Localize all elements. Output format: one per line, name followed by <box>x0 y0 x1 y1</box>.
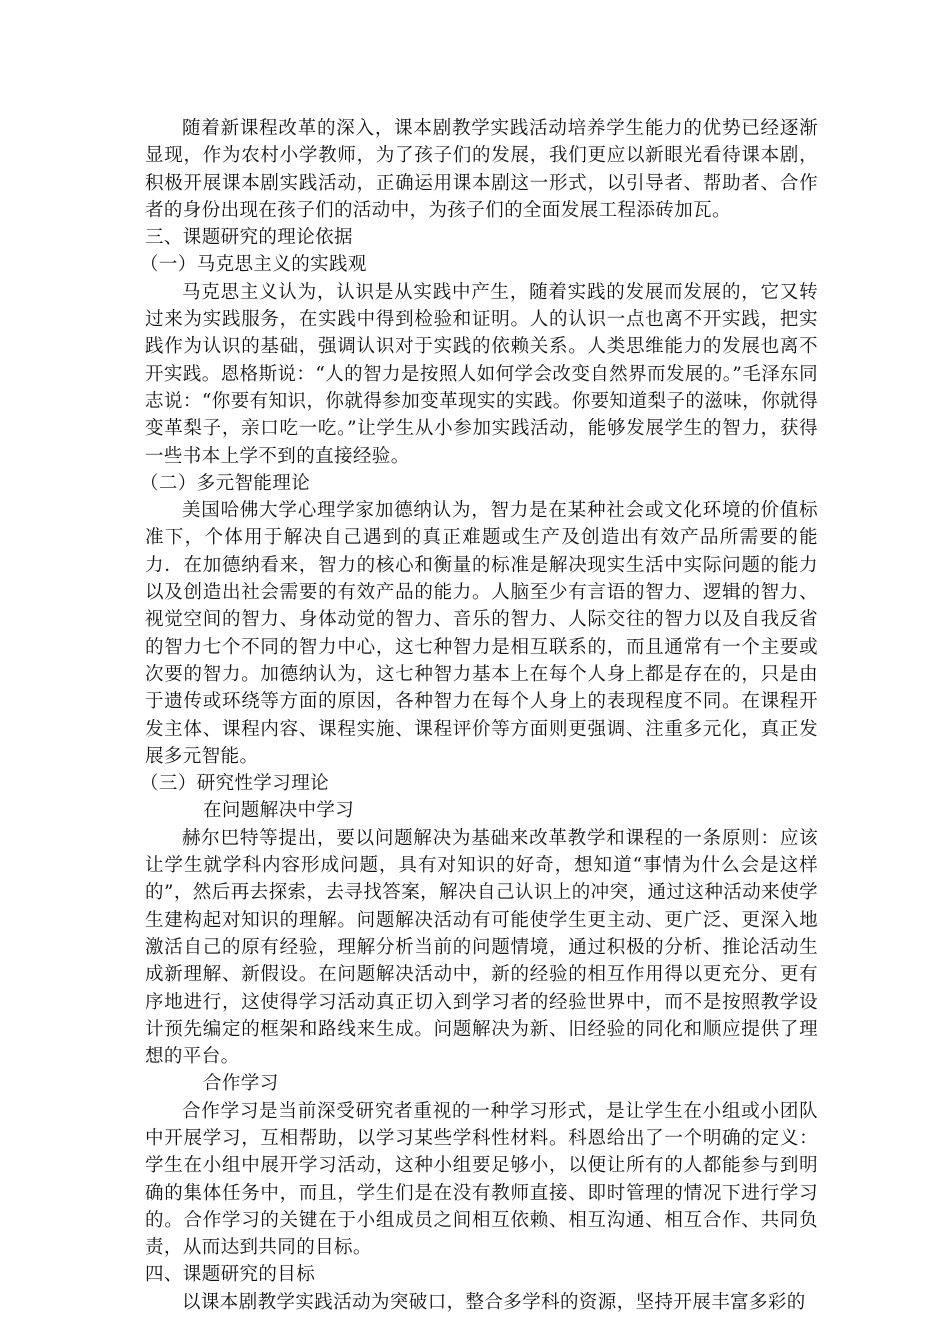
section-heading-research-goals: 四、课题研究的目标 <box>145 1264 316 1286</box>
minor-heading-cooperative-learning: 合作学习 <box>203 1073 279 1095</box>
paragraph-cooperative-learning: 合作学习是当前深受研究者重视的一种学习形式，是让学生在小组或小团队中开展学习，互相帮助，以学习某些学科性材料。科恩给出了一个明确的定义：学生在小组中展开学习活动，这种小组要足够小，以便让所有的人都能参与到明确的集体任务中，而且，学生们是在没有教师直接、即时管理的情况下进行学习的。合作学习的关键在于小组成员之间相互依赖、相互沟通、相互合作、共同负责，从而达到共同的目标。 <box>145 1100 818 1259</box>
subsection-heading-multiple-intelligences: （二）多元智能理论 <box>140 472 311 494</box>
subsection-heading-marxist-practice: （一）马克思主义的实践观 <box>140 254 367 276</box>
section-heading-theory-basis: 三、课题研究的理论依据 <box>145 227 353 249</box>
paragraph-research-goals: 以课本剧教学实践活动为突破口，整合多学科的资源，坚持开展丰富多彩的 <box>182 1291 806 1313</box>
subsection-heading-inquiry-learning: （三）研究性学习理论 <box>140 773 330 795</box>
minor-heading-problem-solving: 在问题解决中学习 <box>203 800 355 822</box>
paragraph-marxist-practice: 马克思主义认为，认识是从实践中产生，随着实践的发展而发展的，它又转过来为实践服务，在实践中得到检验和证明。人的认识一点也离不开实践，把实践作为认识的基础，强调认识对于实践的依赖关系。人类思维能力的发展也离不开实践。恩格斯说：“人的智力是按照人如何学会改变自然界而发展的。”毛泽东同志说：“你要有知识，你就得参加变革现实的实践。你要知道梨子的滋味，你就得变革梨子，亲口吃一吃。”让学生从小参加实践活动，能够发展学生的智力，获得一些书本上学不到的直接经验。 <box>145 281 818 467</box>
paragraph-problem-solving: 赫尔巴特等提出，要以问题解决为基础来改革教学和课程的一条原则：应该让学生就学科内容形成问题，具有对知识的好奇，想知道“事情为什么会是这样的”，然后再去探索，去寻找答案，解决自己认识上的冲突，通过这种活动来使学生建构起对知识的理解。问题解决活动有可能使学生更主动、更广泛、更深入地激活自己的原有经验，理解分析当前的问题情境，通过积极的分析、推论活动生成新理解、新假设。在问题解决活动中，新的经验的相互作用得以更充分、更有序地进行，这使得学习活动真正切入到学习者的经验世界中，而不是按照教学设计预先编定的框架和路线来生成。问题解决为新、旧经验的同化和顺应提供了理想的平台。 <box>145 827 818 1068</box>
paragraph-intro: 随着新课程改革的深入，课本剧教学实践活动培养学生能力的优势已经逐渐显现，作为农村小学教师，为了孩子们的发展，我们更应以新眼光看待课本剧，积极开展课本剧实践活动，正确运用课本剧这一形式，以引导者、帮助者、合作者的身份出现在孩子们的活动中，为孩子们的全面发展工程添砖加瓦。 <box>145 118 818 221</box>
paragraph-multiple-intelligences: 美国哈佛大学心理学家加德纳认为，智力是在某种社会或文化环境的价值标准下，个体用于解决自己遇到的真正难题或生产及创造出有效产品所需要的能力．在加德纳看来，智力的核心和衡量的标准是解决现实生活中实际问题的能力以及创造出社会需要的有效产品的能力。人脑至少有言语的智力、逻辑的智力、视觉空间的智力、身体动觉的智力、音乐的智力、人际交往的智力以及自我反省的智力七个不同的智力中心，这七种智力是相互联系的，而且通常有一个主要或次要的智力。加德纳认为，这七种智力基本上在每个人身上都是存在的，只是由于遗传或环绕等方面的原因，各种智力在每个人身上的表现程度不同。在课程开发主体、课程内容、课程实施、课程评价等方面则更强调、注重多元化，真正发展多元智能。 <box>145 500 818 767</box>
